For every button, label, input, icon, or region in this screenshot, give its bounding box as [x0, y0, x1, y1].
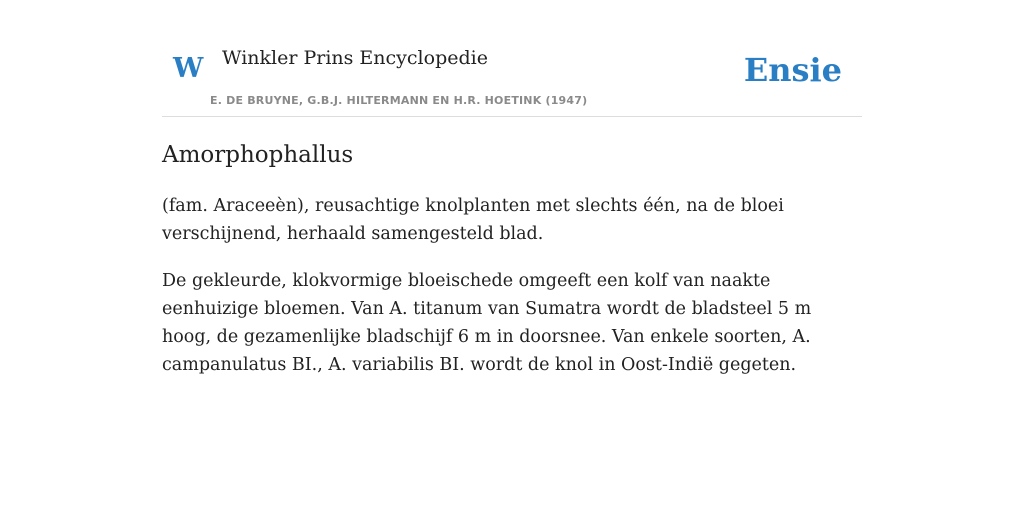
source-header	[162, 0, 862, 117]
source-authors: E. DE BRUYNE, G.B.J. HILTERMANN EN H.R. HOETINK (1947)	[210, 94, 588, 107]
page	[162, 0, 862, 375]
article-paragraph-2: De gekleurde, klokvormige bloeischede omgeeft een kolf van naakte eenhuizige bloemen. Van A. titanum van Sumatra wordt de bladsteel 5 m hoog, de gezamenlijke bladschijf 6 m in doorsnee. Van enkele soorten, A. campanulatus BI., A. variabilis BI. wordt de knol in Oost-Indië gegeten.	[162, 271, 812, 375]
source-title[interactable]: Winkler Prins Encyclopedie	[222, 47, 488, 69]
winkler-prins-logo: W	[173, 53, 204, 84]
ensie-logo-link[interactable]: Ensie	[743, 51, 842, 89]
article-title: Amorphophallus	[162, 142, 354, 168]
article-paragraph-1: (fam. Araceeèn), reusachtige knolplanten met slechts één, na de bloei verschijnend, herhaald samengesteld blad.	[162, 196, 784, 244]
